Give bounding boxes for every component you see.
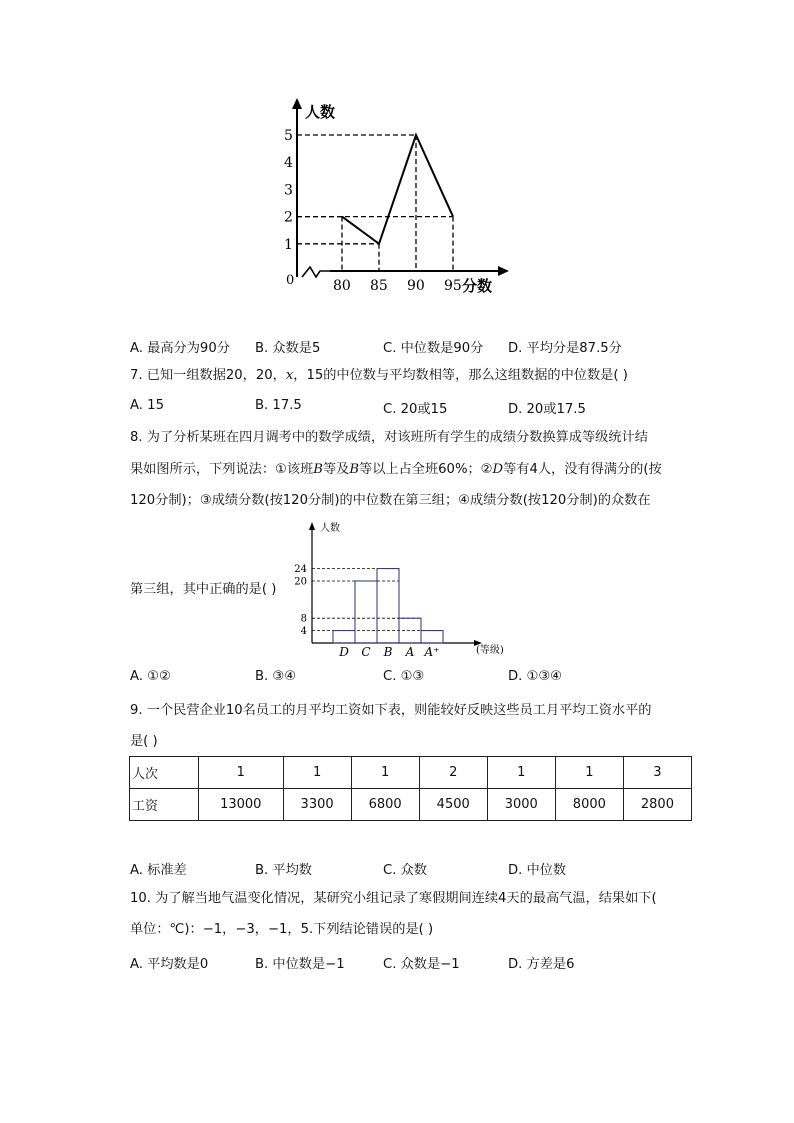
y-tick-label: 3 [284,182,293,199]
x-category-label: A⁺ [424,645,440,659]
table-cell: 1 [199,757,284,789]
axis-break [302,267,330,277]
q8-stem-line1: 8. 为了分析某班在四月调考中的数学成绩，对该班所有学生的成绩分数换算成等级统计结 [130,430,648,445]
origin-label: 0 [286,273,295,288]
q10-stem-line1: 10. 为了解当地气温变化情况，某研究小组记录了寒假期间连续4天的最高气温，结果如下( [130,891,657,906]
y-tick-label: 4 [300,626,307,638]
x-category-label: B [383,645,393,659]
y-axis-arrow [309,522,315,530]
q7-option-a: A. 15 [130,398,164,413]
table-cell: 4500 [419,789,487,821]
q9-stem-line2: 是( ) [130,734,158,749]
q9-option-d: D. 中位数 [508,863,567,878]
q10-option-c: C. 众数是−1 [383,957,460,972]
x-category-label: A [405,645,415,659]
y-tick-label: 5 [284,128,293,144]
table-cell: 3 [623,757,691,789]
q7-stem: 7. 已知一组数据20，20，x，15的中位数与平均数相等，那么这组数据的中位数是( ) [130,368,628,383]
table-cell: 1 [555,757,623,789]
q8-option-d: D. ①③④ [508,669,563,684]
table-cell: 3000 [487,789,555,821]
y-tick-label: 24 [294,564,307,576]
x-category-label: D [339,645,349,659]
y-axis-title: 人数 [305,103,336,121]
y-tick-label: 8 [300,613,307,625]
x-axis-title: (等级) [476,645,504,656]
y-tick-label: 4 [284,155,293,172]
row-header: 工资 [130,789,199,821]
q10-stem-line2: 单位：℃)：−1，−3，−1，5.下列结论错误的是( ) [130,922,434,937]
table-cell: 13000 [199,789,284,821]
q6-option-d: D. 平均分是87.5分 [508,341,622,356]
table-row [130,789,692,821]
y-tick-label: 2 [284,209,293,226]
table-row [130,757,692,789]
q8-option-a: A. ①② [130,669,171,684]
histogram-bar [421,631,443,643]
salary-table [129,756,692,821]
score-series-line [342,135,453,244]
x-axis-title: 分数 [462,277,493,295]
q9-option-c: C. 众数 [383,863,427,878]
table-cell: 1 [351,757,419,789]
row-header: 人次 [130,757,199,789]
q7-option-b: B. 17.5 [255,398,302,413]
histogram-bar [333,631,355,643]
x-axis-arrow [498,266,509,276]
table-cell: 2 [419,757,487,789]
q8-stem-line3: 120分制)；③成绩分数(按120分制)的中位数在第三组；④成绩分数(按120分制)的众数在 [130,493,651,508]
q8-stem-line2: 果如图所示，下列说法：①该班B等及B等以上占全班60%；②D等有4人，没有得满分的(按 [130,462,662,477]
q6-option-c: C. 中位数是90分 [383,341,484,356]
x-tick-label: 80 [333,278,351,294]
table-cell: 6800 [351,789,419,821]
table-cell: 1 [487,757,555,789]
y-axis-title: 人数 [320,523,340,534]
x-tick-label: 85 [370,278,388,294]
q8-stem-line4: 第三组，其中正确的是( ) [130,582,277,597]
q9-option-b: B. 平均数 [255,863,312,878]
q6-option-b: B. 众数是5 [255,341,321,356]
table-cell: 1 [283,757,351,789]
q8-option-b: B. ③④ [255,669,297,684]
y-tick-label: 20 [294,576,307,588]
q10-option-b: B. 中位数是−1 [255,957,345,972]
table-cell: 3300 [283,789,351,821]
q8-option-c: C. ①③ [383,669,425,684]
grade-histogram [290,518,520,660]
x-category-label: C [361,645,371,659]
histogram-bar [355,581,377,643]
q6-option-a: A. 最高分为90分 [130,341,230,356]
score-line-chart [280,95,510,295]
y-axis-arrow [292,98,302,109]
q7-option-c: C. 20或15 [383,402,448,417]
histogram-bar [377,569,399,643]
q9-stem-line1: 9. 一个民营企业10名员工的月平均工资如下表，则能较好反映这些员工月平均工资水平的 [130,703,652,718]
q7-option-d: D. 20或17.5 [508,402,586,417]
x-tick-label: 95 [444,278,462,294]
q10-option-d: D. 方差是6 [508,957,575,972]
x-tick-label: 90 [407,278,425,294]
table-cell: 8000 [555,789,623,821]
table-cell: 2800 [623,789,691,821]
q9-option-a: A. 标准差 [130,863,187,878]
q10-option-a: A. 平均数是0 [130,957,209,972]
y-tick-label: 1 [284,236,293,253]
